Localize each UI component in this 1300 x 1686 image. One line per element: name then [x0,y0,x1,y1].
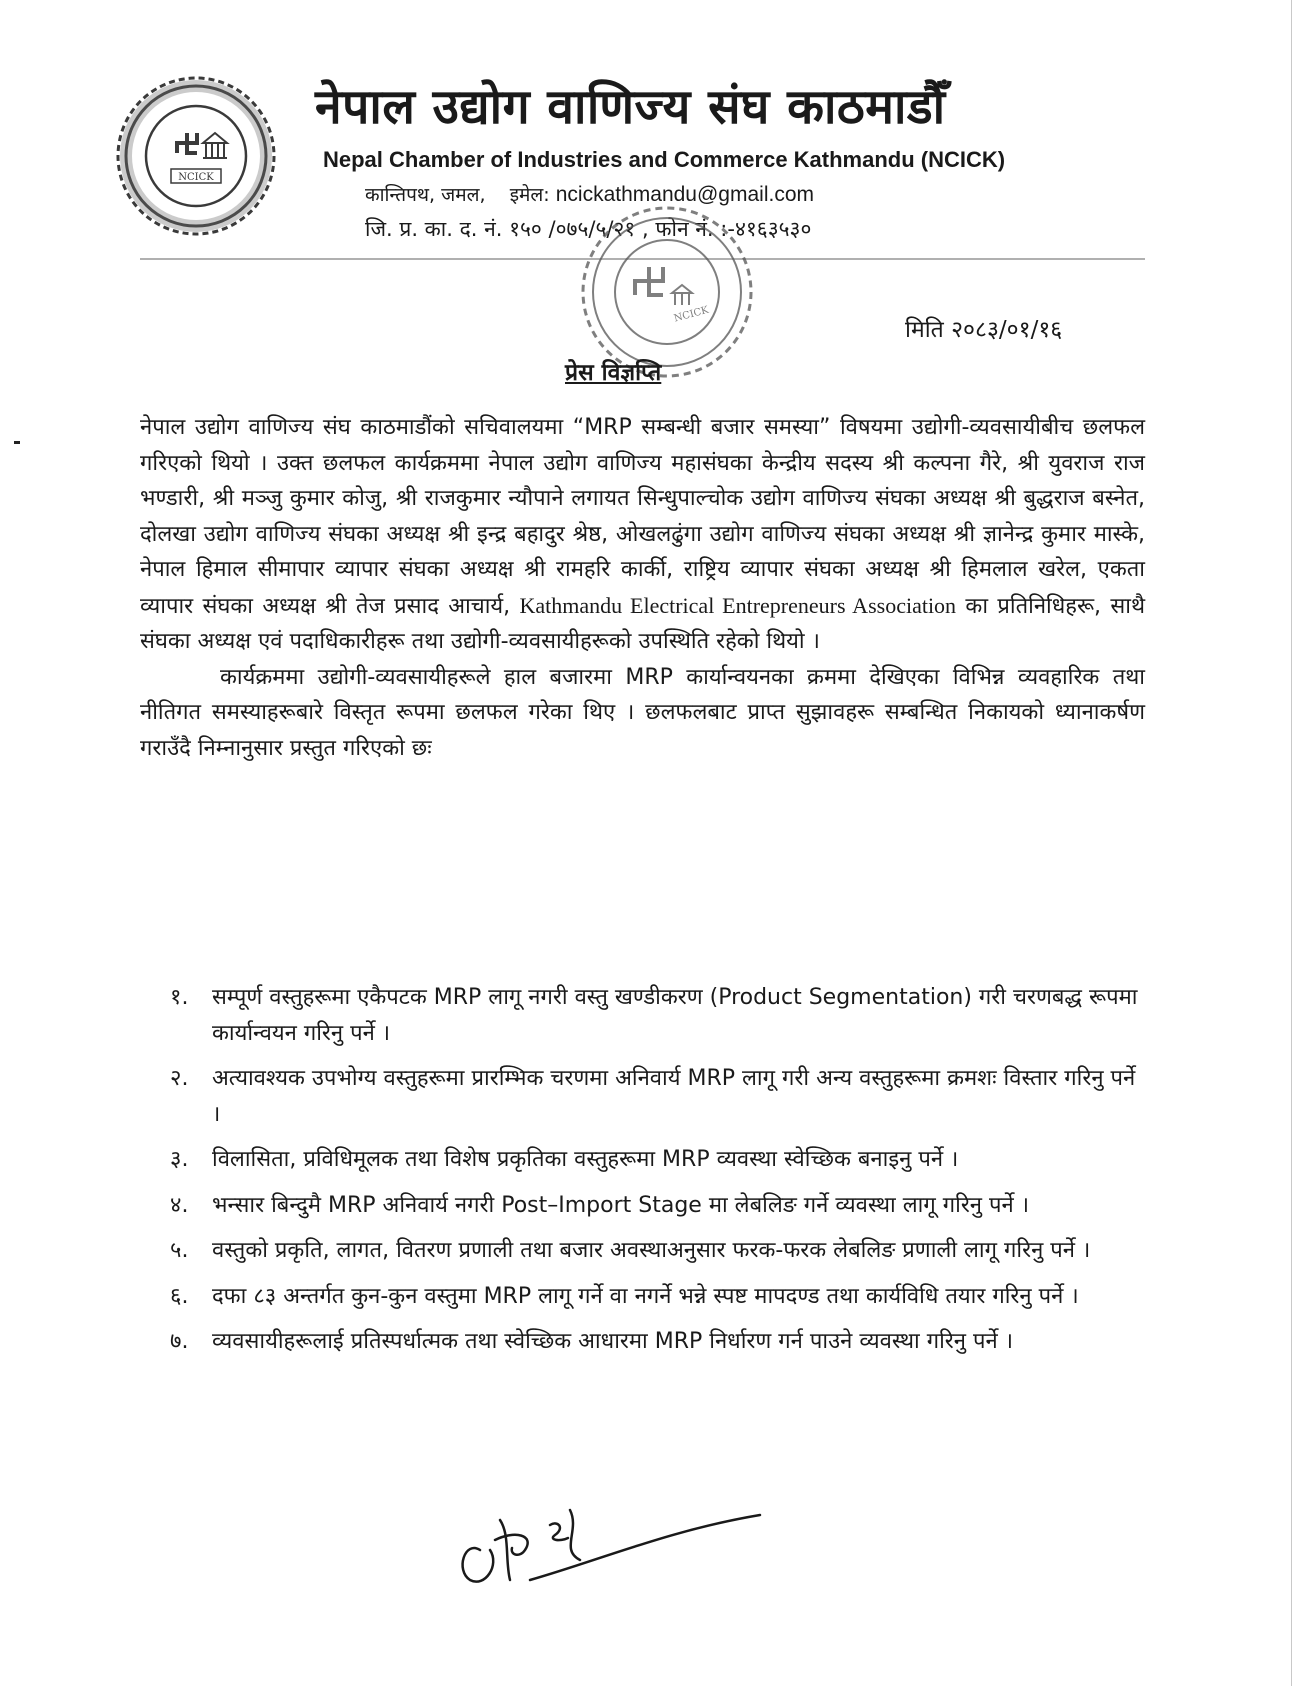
registration-number: जि. प्र. का. द. नं. १५० /०७५/५/२१ [365,217,636,241]
handwritten-signature [440,1480,780,1600]
seal-text: NCICK [178,172,214,183]
list-item-text: वस्तुको प्रकृति, लागत, वितरण प्रणाली तथा बजार अवस्थाअनुसार फरक-फरक लेबलिङ प्रणाली लागू गरिनु पर्ने । [212,1238,1091,1263]
list-item [170,1188,1145,1224]
document-date: मिति २०८३/०१/१६ [905,317,1063,343]
organization-name-nepali: नेपाल उद्योग वाणिज्य संघ काठमाडौँ [315,79,946,135]
paragraph-1-part-2: का प्रतिनिधिहरू, साथै संघका अध्यक्ष एवं पदाधिकारीहरू तथा उद्योगी-व्यवसायीहरूको उपस्थिति रहेको थियो । [140,593,1146,654]
paragraph-2: कार्यक्रममा उद्योगी-व्यवसायीहरूले हाल बजारमा MRP कार्यान्वयनका क्रममा देखिएका विभिन्न व्यवहारिक तथा नीतिगत समस्याहरूबारे विस्तृत रूपमा छलफल गरेका थिए । छलफलबाट प्राप्त सुझावहरू सम्बन्धित निकायको ध्यानाकर्षण गराउँदै निम्नानुसार प्रस्तुत गरिएको छः [140,664,1145,761]
list-item-text: व्यवसायीहरूलाई प्रतिस्पर्धात्मक तथा स्वेच्छिक आधारमा MRP निर्धारण गर्न पाउने व्यवस्था गरिनु पर्ने । [212,1329,1014,1354]
list-item [170,1233,1145,1269]
paragraph-1-english-name: Kathmandu Electrical Entrepreneurs Association [519,592,957,618]
list-item-number: ७. [170,1329,189,1354]
list-item-text: भन्सार बिन्दुमै MRP अनिवार्य नगरी Post–Import Stage मा लेबलिङ गर्ने व्यवस्था लागू गरिनु पर्ने । [212,1192,1030,1218]
press-release-body [140,410,1145,766]
page-edge-line [1291,0,1292,1686]
list-item [170,1142,1145,1178]
paragraph-1 [140,410,1145,660]
email: ncickathmandu@gmail.com [555,183,814,206]
email-label: इमेल: [509,184,550,206]
list-item-text: दफा ८३ अन्तर्गत कुन-कुन वस्तुमा MRP लागू गर्ने वा नगर्ने भन्ने स्पष्ट मापदण्ड तथा कार्यविधि तयार गरिनु पर्ने । [212,1283,1079,1309]
address-line [365,181,814,207]
list-item-number: ३. [170,1147,189,1172]
list-item [170,980,1145,1051]
stamp-text: NCICK [672,304,710,325]
phone-number: , फोन नं. :-४१६३५३० [641,217,812,241]
list-item [170,1061,1145,1132]
list-item-number: ६. [170,1283,189,1309]
list-item-number: ४. [170,1192,189,1218]
list-item-number: २. [170,1066,189,1091]
list-item-text: सम्पूर्ण वस्तुहरूमा एकैपटक MRP लागू नगरी वस्तु खण्डीकरण (Product Segmentation) गरी चरणबद्ध रूपमा कार्यान्वयन गरिनु पर्ने । [212,985,1138,1046]
margin-mark [14,441,20,444]
press-release-heading: प्रेस विज्ञप्ति [565,360,662,386]
suggestions-list [170,980,1145,1370]
list-item-number: ५. [170,1238,189,1263]
list-item-text: अत्यावश्यक उपभोग्य वस्तुहरूमा प्रारम्भिक चरणमा अनिवार्य MRP लागू गरी अन्य वस्तुहरूमा क्रमशः विस्तार गरिनु पर्ने । [212,1066,1136,1127]
ncick-logo-seal [115,75,277,237]
list-item [170,1324,1145,1360]
organization-name-english: Nepal Chamber of Industries and Commerce Kathmandu (NCICK) [323,147,1006,172]
list-item-text: विलासिता, प्रविधिमूलक तथा विशेष प्रकृतिका वस्तुहरूमा MRP व्यवस्था स्वेच्छिक बनाइनु पर्ने । [212,1147,959,1172]
list-item-number: १. [170,985,189,1010]
ncick-stamp-seal [580,205,755,380]
paragraph-1-part-1: नेपाल उद्योग वाणिज्य संघ काठमाडौंको सचिवालयमा “MRP सम्बन्धी बजार समस्या” विषयमा उद्योगी-व्यवसायीबीच छलफल गरिएको थियो । उक्त छलफल कार्यक्रममा नेपाल उद्योग वाणिज्य महासंघका केन्द्रीय सदस्य श्री कल्पना गैरे, श्री युवराज राज भण्डारी, श्री मञ्जु कुमार कोजु, श्री राजकुमार न्यौपाने लगायत सिन्धुपाल्चोक उद्योग वाणिज्य संघका अध्यक्ष श्री बुद्धराज बस्नेत, दोलखा उद्योग वाणिज्य संघका अध्यक्ष श्री इन्द्र बहादुर श्रेष्ठ, ओखलढुंगा उद्योग वाणिज्य संघका अध्यक्ष श्री ज्ञानेन्द्र कुमार मास्के, नेपाल हिमाल सीमापार व्यापार संघका अध्यक्ष श्री रामहरि कार्की, राष्ट्रिय व्यापार संघका अध्यक्ष श्री हिमलाल खरेल, एकता व्यापार संघका अध्यक्ष श्री तेज प्रसाद आचार्य, [140,415,1146,619]
list-item [170,1279,1145,1315]
address: कान्तिपथ, जमल, [365,184,486,206]
